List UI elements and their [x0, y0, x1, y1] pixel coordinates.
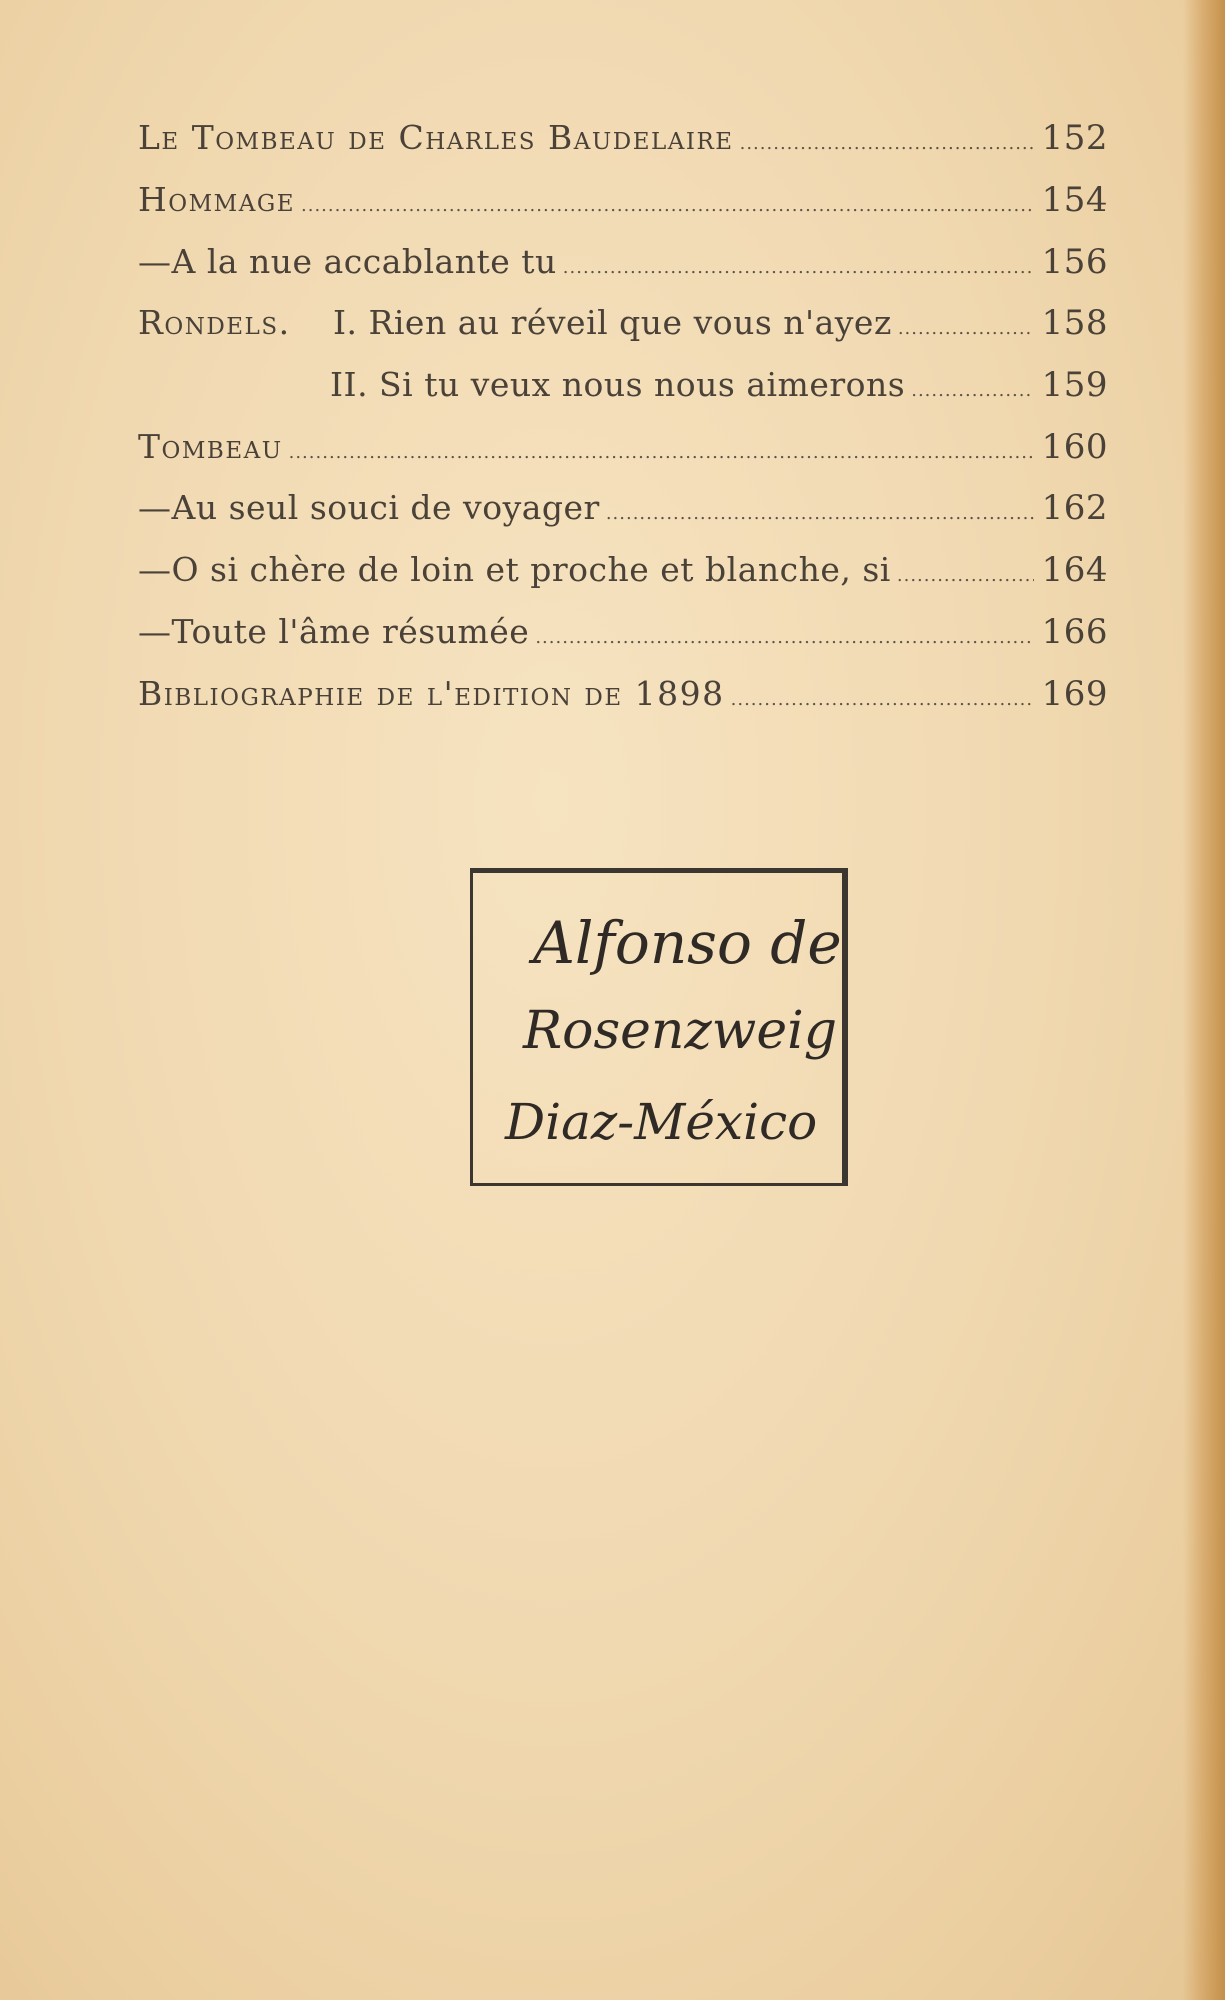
toc-entry-page: 169	[1041, 674, 1108, 714]
toc-entry-page: 152	[1041, 118, 1108, 158]
toc-entry-title: —O si chère de loin et proche et blanche, si	[138, 550, 891, 589]
toc-entry-page: 166	[1041, 612, 1108, 652]
toc-entry	[138, 674, 1108, 718]
toc-leader-dots	[563, 257, 1034, 278]
toc-entry	[138, 365, 1108, 409]
toc-entry	[138, 180, 1108, 224]
stamp-line-surname: Rosenzweig	[523, 1001, 838, 1061]
toc-entry-page: 159	[1041, 365, 1108, 405]
toc-entry	[138, 612, 1108, 656]
toc-leader-dots	[731, 689, 1034, 710]
toc-leader-dots	[911, 380, 1034, 401]
toc-entry-title: —A la nue accablante tu	[138, 242, 557, 281]
toc-leader-dots	[897, 565, 1034, 586]
owner-stamp	[470, 868, 848, 1186]
stamp-line-location: Diaz-México	[505, 1093, 818, 1151]
toc-entry	[138, 303, 1108, 347]
toc-entry-title: II. Si tu veux nous nous aimerons	[330, 365, 906, 404]
toc-entry-page: 160	[1041, 427, 1108, 467]
toc-entry-title: Tombeau	[138, 427, 283, 466]
toc-series-label: Rondels.	[138, 303, 291, 342]
toc-entry-title: Bibliographie de l'edition de 1898	[138, 674, 725, 713]
toc-leader-dots	[606, 503, 1034, 524]
toc-entry-page: 162	[1041, 488, 1108, 528]
table-of-contents	[0, 0, 1225, 760]
stamp-line-name: Alfonso de	[533, 909, 842, 977]
toc-entry-page: 158	[1041, 303, 1108, 343]
toc-leader-dots	[535, 627, 1034, 648]
toc-leader-dots	[289, 442, 1034, 463]
toc-entry	[138, 427, 1108, 471]
toc-entry-title: —Au seul souci de voyager	[138, 488, 600, 527]
toc-entry	[138, 118, 1108, 162]
toc-entry-title: —Toute l'âme résumée	[138, 612, 530, 651]
toc-entry	[138, 242, 1108, 286]
toc-entry-title: Hommage	[138, 180, 296, 219]
toc-entry	[138, 488, 1108, 532]
toc-entry-page: 154	[1041, 180, 1108, 220]
toc-entry-title: I. Rien au réveil que vous n'ayez	[333, 303, 892, 342]
toc-leader-dots	[301, 195, 1034, 216]
toc-entry	[138, 550, 1108, 594]
toc-leader-dots	[740, 133, 1034, 154]
toc-entry-title: Le Tombeau de Charles Baudelaire	[138, 118, 734, 157]
toc-entry-page: 156	[1041, 242, 1108, 282]
toc-leader-dots	[898, 318, 1034, 339]
toc-entry-page: 164	[1041, 550, 1108, 590]
